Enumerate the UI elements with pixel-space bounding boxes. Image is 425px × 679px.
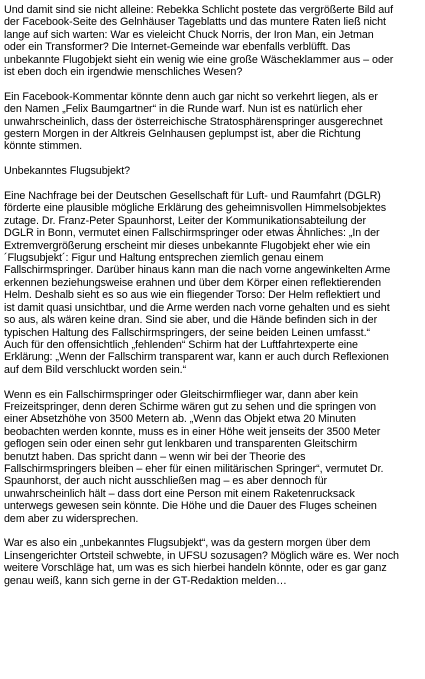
paragraph-facebook-comment: Ein Facebook-Kommentar könnte denn auch gar nicht so verkehrt liegen, als er den Namen „Felix Baumgartner“ in die Runde warf. Nun ist es natürlich eher unwahrscheinlich, dass der österreichische Stratosphärenspringer ausgerechnet gestern Morgen in der Altkreis Gelnhausen geplumpst ist, aber die Richtung könnte stimmen. — [4, 90, 383, 153]
paragraph-intro: Und damit sind sie nicht alleine: Rebekka Schlicht postete das vergrößerte Bild auf der Facebook-Seite des Gelnhäuser Tageblatts und das muntere Raten ließ nicht lange auf sich warten: War es vieleicht Chuck Norris, der Iron Man, ein Jetman oder ein Transformer? Die Internet-Gemeinde war ebenfalls verblüfft. Das unbekannte Flugobjekt sieht ein wenig wie eine große Wäscheklammer aus – oder ist eben doch ein irgendwie menschliches Wesen? — [4, 4, 394, 79]
article-body — [4, 4, 422, 599]
paragraph-dglr-explanation: Eine Nachfrage bei der Deutschen Gesellschaft für Luft- und Raumfahrt (DGLR) förderte eine plausible mögliche Erklärung des geheimnisvollen Himmelsobjektes zutage. Dr. Franz-Peter Spaunhorst, Leiter der Kommunikationsabteilung der DGLR in Bonn, vermutet einen Fallschirmspringer oder etwas Ähnliches: „In der Extremvergrößerung erscheint mir dieses unbekannte Flugobjekt eher wie ein ´Flugsubjekt´: Figur und Haltung entsprechen ziemlich genau einem Fallschirmspringer. Darüber hinaus kann man die nach vorne angewinkelten Arme erkennen beziehungsweise erahnen und über dem Körper einen reflektierenden Helm. Deshalb sieht es so aus wie ein fliegender Torso: Der Helm reflektiert und ist damit quasi unsichtbar, und die Arme werden nach vorne gehalten und es sieht so aus, als wären keine dran. Sind sie aber, und die Hände befinden sich in der typischen Haltung des Fallschirmspringers, der seine beiden Leinen umfasst.“ Auch für den offensichtlich „fehlenden“ Schirm hat der Luftfahrtexperte eine Erklärung: „Wenn der Fallschirm transparent war, kann er auch durch Reflexionen auf dem Bild verschluckt worden sein.“ — [4, 190, 391, 376]
paragraph-parachutist-theory: Wenn es ein Fallschirmspringer oder Gleitschirmflieger war, dann aber kein Freizeitspringer, denn deren Schirme wären gut zu sehen und die springen von einer Absetzhöhe von 3500 Metern ab. „Wenn das Objekt etwa 20 Minuten beobachten werden konnte, muss es in einer Höhe weit jenseits der 3500 Meter geflogen sein oder einen sehr gut lenkbaren und transparenten Gleitschirm benutzt haben. Das spricht dann – wenn wir bei der Theorie des Fallschirmspringers bleiben – eher für einen militärischen Springer“, vermutet Dr. Spaunhorst, der auch nicht ausschließen mag – es aber dennoch für unwahrscheinlich hält – dass dort eine Person mit einem Raketenrucksack unterwegs gewesen sein könnte. Die Höhe und die Dauer des Fluges scheinen dem aber zu widersprechen. — [4, 388, 384, 525]
paragraph-closing: War es also ein „unbekanntes Flugsubjekt“, was da gestern morgen über dem Linsengerichter Ortsteil schwebte, in UFSU sozusagen? Möglich wäre es. Wer noch weitere Vorschläge hat, um was es sich hierbei handeln könnte, oder es gar ganz genau weiß, kann sich gerne in der GT-Redaktion melden… — [4, 537, 399, 587]
section-heading: Unbekanntes Flugsubjekt? — [4, 165, 131, 178]
